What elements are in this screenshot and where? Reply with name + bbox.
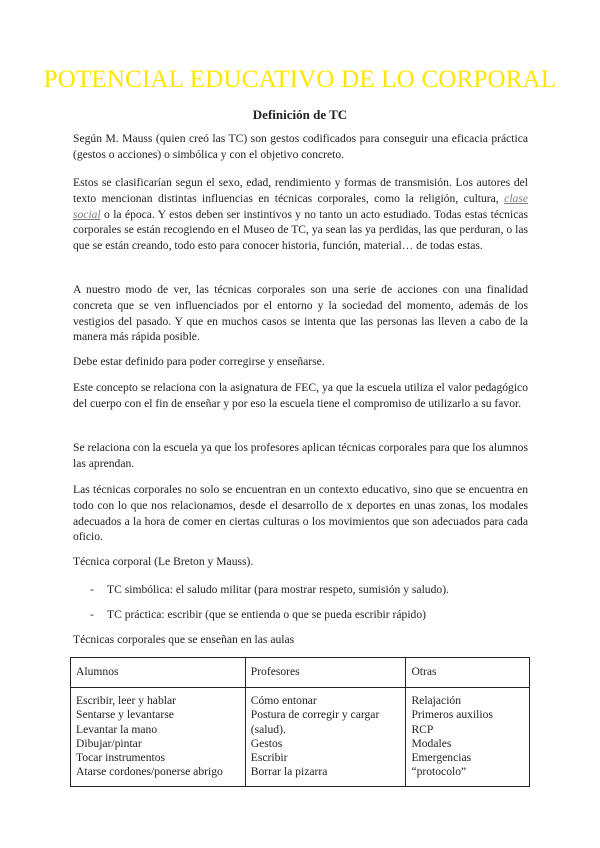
list-item: Modales	[411, 736, 452, 750]
list-item: (salud).	[250, 722, 286, 736]
bullet-tc-practica	[90, 607, 426, 623]
bullet-marker: -	[90, 608, 94, 621]
bullet-tc-simbolica	[90, 582, 449, 598]
paragraph-definition-note: Debe estar definido para poder corregirse y enseñarse.	[73, 355, 325, 368]
paragraph-mauss-definition: Según M. Mauss (quien creó las TC) son gestos codificados para conseguir una eficacia práctica (gestos o acciones) o simbólica y con el objetivo concreto.	[73, 132, 528, 161]
list-item: Emergencias	[411, 751, 472, 765]
list-item: Atarse cordones/ponerse abrigo	[76, 765, 223, 779]
list-item: Tocar instrumentos	[76, 751, 166, 765]
list-item: RCP	[411, 722, 434, 736]
table-cell-alumnos	[71, 688, 246, 787]
list-item: Escribir	[250, 751, 288, 765]
bullet-text: TC simbólica: el saludo militar (para mostrar respeto, sumisión y saludo).	[107, 583, 449, 596]
table-header-alumnos: Alumnos	[71, 658, 246, 688]
list-item: Borrar la pizarra	[250, 765, 328, 779]
list-item: Levantar la mano	[76, 722, 158, 736]
list-item: Cómo entonar	[250, 694, 317, 708]
list-item: Relajación	[411, 694, 462, 708]
techniques-table	[70, 657, 530, 787]
table-header-otras: Otras	[406, 658, 530, 688]
table-row	[71, 688, 530, 787]
clase-social-link[interactable]: clase social	[73, 191, 528, 221]
list-item: Gestos	[250, 736, 283, 750]
list-item: Postura de corregir y cargar	[250, 708, 380, 722]
paragraph-fec-relation: Este concepto se relaciona con la asignatura de FEC, ya que la escuela utiliza el valor pedagógico del cuerpo con el fin de enseñar y por eso la escuela tiene el compromiso de utilizarlo a su favor.	[73, 381, 528, 410]
section-subtitle: Definición de TC	[252, 107, 348, 122]
list-item: Sentarse y levantarse	[76, 708, 174, 722]
table-cell-otras	[406, 688, 530, 787]
paragraph-classification-text-2: o la época. Y estos deben ser instintivos y no tanto un acto estudiado. Todas estas técnicas corporales se están recogiendo en el Museo de TC, ya sean las ya perdidas, las que perduran, o las que se están creando, todo esto para conocer historia, función, material… de todas estas.	[73, 207, 528, 253]
paragraph-tecnica-corporal: Técnica corporal (Le Breton y Mauss).	[73, 555, 254, 568]
table-header-row	[71, 658, 530, 688]
table-header-profesores: Profesores	[245, 658, 406, 688]
bullet-marker: -	[90, 583, 94, 596]
bullet-text: TC práctica: escribir (que se entienda o que se pueda escribir rápido)	[107, 608, 427, 621]
paragraph-our-view: A nuestro modo de ver, las técnicas corporales son una serie de acciones con una finalidad concreta que se ven influenciados por el entorno y la sociedad del momento, además de los vestigios del pasado. Y que en muchos casos se intenta que las personas las lleven a cabo de la manera más rápida posible.	[73, 283, 528, 344]
list-item: Dibujar/pintar	[76, 736, 142, 750]
list-item: Primeros auxilios	[411, 708, 493, 722]
list-item: “protocolo”	[411, 765, 467, 779]
paragraph-context: Las técnicas corporales no solo se encuentran en un contexto educativo, sino que se encuentra en todo con lo que nos relacionamos, desde el desarrollo de x deportes en unas zonas, los modales adecuados a la hora de comer en ciertas culturas o los movimientos que son adecuados para cada oficio.	[73, 483, 528, 544]
paragraph-school-relation: Se relaciona con la escuela ya que los profesores aplican técnicas corporales para que los alumnos las aprendan.	[73, 441, 528, 470]
table-cell-profesores	[245, 688, 406, 787]
list-item: Escribir, leer y hablar	[76, 694, 176, 708]
document-title: POTENCIAL EDUCATIVO DE LO CORPORAL	[43, 66, 557, 93]
paragraph-classification-text-1: Estos se clasificarían segun el sexo, edad, rendimiento y formas de transmisión. Los autores del texto mencionan distintas influencias en técnicas corporales, como la religión, cultura,	[73, 176, 528, 205]
paragraph-table-intro: Técnicas corporales que se enseñan en las aulas	[73, 633, 295, 646]
paragraph-classification	[73, 175, 528, 254]
